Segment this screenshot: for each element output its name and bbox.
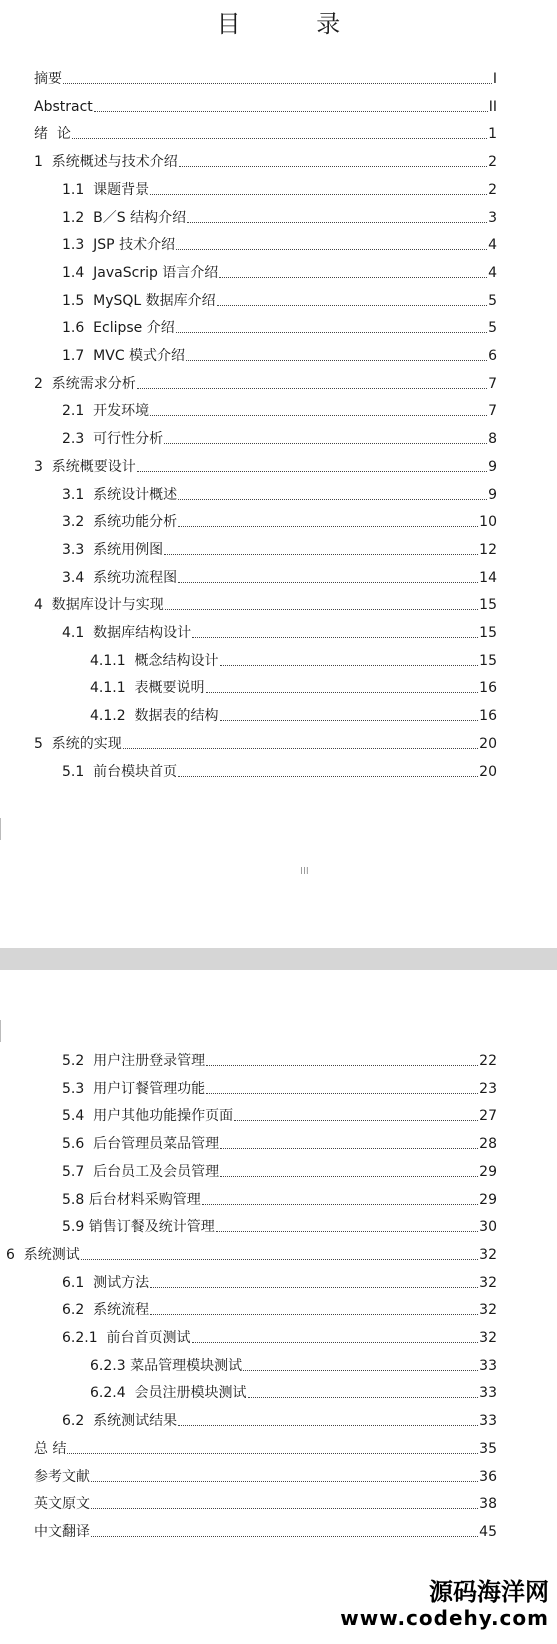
toc-entry-page: I (492, 71, 497, 87)
dot-leader (206, 1093, 478, 1094)
dot-leader (220, 665, 479, 666)
toc-entry[interactable] (62, 207, 497, 227)
dot-leader (150, 415, 487, 416)
toc-entry[interactable] (62, 1161, 497, 1181)
watermark-line-1: 源码海洋网 (429, 1578, 549, 1606)
toc-entry-label: 摘要 (34, 71, 62, 87)
dot-leader (81, 1259, 478, 1260)
toc-entry-label: 6.2.4 会员注册模块测试 (90, 1385, 247, 1402)
toc-entry[interactable] (34, 1521, 497, 1541)
dot-leader (72, 138, 487, 139)
toc-entry-label: 5.8 后台材料采购管理 (62, 1191, 201, 1208)
toc-entry[interactable] (90, 1382, 497, 1402)
toc-entry-label: 1.4 JavaScrip 语言介绍 (62, 264, 219, 281)
dot-leader (150, 1314, 478, 1315)
toc-entry[interactable] (62, 761, 497, 781)
toc-entry[interactable] (62, 1327, 497, 1347)
toc-entry-label: 2.1 开发环境 (62, 403, 150, 420)
toc-entry-page: 15 (479, 597, 497, 614)
toc-entry[interactable] (62, 428, 497, 448)
dot-leader (219, 277, 487, 278)
toc-entry-page: 4 (488, 237, 497, 254)
dot-leader (176, 332, 487, 333)
toc-entry[interactable] (34, 1466, 497, 1486)
toc-entry-page: 35 (479, 1440, 497, 1457)
toc-entry-page: 36 (479, 1468, 497, 1485)
toc-entry-page: 32 (479, 1246, 497, 1263)
dot-leader (123, 748, 478, 749)
toc-entry[interactable] (90, 1355, 497, 1375)
dot-leader (186, 360, 487, 361)
toc-entry[interactable] (90, 650, 497, 670)
toc-entry-page: 4 (488, 264, 497, 281)
dot-leader (243, 1370, 478, 1371)
toc-entry-page: 45 (479, 1523, 497, 1540)
dot-leader (220, 720, 479, 721)
toc-entry-page: 7 (488, 403, 497, 420)
toc-entry-page: 14 (479, 569, 497, 586)
toc-entry-page: 3 (488, 209, 497, 226)
toc-entry-label: 1.3 JSP 技术介绍 (62, 237, 176, 254)
toc-entry[interactable] (62, 1078, 497, 1098)
dot-leader (192, 637, 478, 638)
watermark (340, 1578, 549, 1630)
dot-leader (234, 1120, 478, 1121)
toc-entry[interactable] (62, 1410, 497, 1430)
toc-entry-page: II (488, 98, 497, 115)
toc-entry[interactable] (62, 1216, 497, 1236)
toc-title: 目 录 (216, 10, 375, 38)
toc-entry-label: 2.3 可行性分析 (62, 431, 164, 448)
dot-leader (178, 1425, 478, 1426)
toc-entry-page: 33 (479, 1413, 497, 1430)
dot-leader (187, 222, 487, 223)
toc-entry-page: 2 (488, 154, 497, 171)
toc-entry-label: 3.3 系统用例图 (62, 541, 164, 558)
dot-leader (206, 692, 479, 693)
toc-entry[interactable] (62, 1299, 497, 1319)
dot-leader (220, 1176, 478, 1177)
toc-entry-label: 6.2.3 菜品管理模块测试 (90, 1357, 243, 1374)
toc-entry[interactable] (62, 400, 497, 420)
toc-entry[interactable] (62, 1189, 497, 1209)
dot-leader (178, 499, 487, 500)
toc-entry-label: Abstract (34, 98, 93, 115)
toc-entry-label: 6.2 系统测试结果 (62, 1413, 178, 1430)
toc-entry-page: 9 (488, 486, 497, 503)
toc-entry-label: 绪 论 (34, 126, 71, 143)
toc-entry-label: 1.2 B／S 结构介绍 (62, 209, 187, 226)
toc-entry-label: 4.1.2 数据表的结构 (90, 708, 219, 725)
toc-entry-label: 英文原文 (34, 1496, 90, 1513)
dot-leader (67, 1453, 478, 1454)
toc-entry-page: 16 (479, 680, 497, 697)
toc-entry-label: 5.2 用户注册登录管理 (62, 1053, 206, 1069)
toc-entry-page: 7 (488, 375, 497, 392)
toc-entry[interactable] (62, 290, 497, 310)
margin-marker (0, 818, 3, 840)
toc-entry-page: 1 (488, 126, 497, 143)
toc-entry-label: 3 系统概要设计 (34, 458, 136, 475)
dot-leader (202, 1204, 478, 1205)
toc-entry-label: 1.7 MVC 模式介绍 (62, 348, 186, 364)
toc-entry-page: 29 (479, 1191, 497, 1208)
dot-leader (178, 776, 478, 777)
toc-entry-label: 1 系统概述与技术介绍 (34, 154, 178, 171)
toc-entry-label: 3.1 系统设计概述 (62, 486, 178, 503)
toc-entry-page: 12 (479, 541, 497, 558)
dot-leader (217, 305, 487, 306)
dot-leader (63, 83, 492, 84)
dot-leader (192, 1342, 479, 1343)
toc-entry[interactable] (34, 733, 497, 753)
toc-entry[interactable] (62, 511, 497, 531)
toc-entry[interactable] (62, 262, 497, 282)
toc-entry-page: 16 (479, 708, 497, 725)
toc-entry-page: 6 (488, 348, 497, 364)
toc-entry-label: 总 结 (34, 1440, 67, 1457)
toc-entry-label: 4.1.1 概念结构设计 (90, 652, 219, 669)
toc-entry[interactable] (90, 705, 497, 725)
toc-entry-label: 3.2 系统功能分析 (62, 514, 178, 531)
toc-entry-label: 1.6 Eclipse 介绍 (62, 320, 175, 337)
dot-leader (91, 1536, 478, 1537)
toc-entry-page: 15 (479, 625, 497, 641)
toc-entry[interactable] (62, 539, 497, 559)
toc-entry-page: 20 (479, 735, 497, 752)
toc-entry-page: 15 (479, 652, 497, 669)
toc-entry-page: 30 (479, 1219, 497, 1236)
margin-marker (0, 1020, 3, 1042)
toc-entry-page: 23 (479, 1080, 497, 1097)
dot-leader (94, 111, 488, 112)
page-gap (0, 948, 557, 970)
toc-entry[interactable] (34, 68, 497, 88)
toc-entry-label: 4 数据库设计与实现 (34, 597, 164, 614)
toc-entry[interactable] (62, 1133, 497, 1153)
dot-leader (206, 1065, 478, 1066)
toc-entry-page: 32 (479, 1302, 497, 1319)
dot-leader (178, 526, 478, 527)
toc-entry-label: 6.2 系统流程 (62, 1302, 150, 1319)
toc-entry-label: 6.2.1 前台首页测试 (62, 1330, 191, 1346)
toc-entry-label: 5.3 用户订餐管理功能 (62, 1080, 206, 1097)
toc-entry[interactable] (62, 317, 497, 337)
toc-entry[interactable] (90, 677, 497, 697)
toc-entry[interactable] (62, 484, 497, 504)
dot-leader (91, 1508, 478, 1509)
toc-entry[interactable] (34, 1438, 497, 1458)
toc-entry[interactable] (34, 373, 497, 393)
toc-entry-label: 6.1 测试方法 (62, 1274, 150, 1291)
toc-entry-page: 10 (479, 514, 497, 531)
toc-entry-page: 33 (479, 1385, 497, 1402)
toc-entry-page: 29 (479, 1163, 497, 1180)
toc-entry-label: 4.1 数据库结构设计 (62, 625, 192, 641)
toc-entry-label: 5.9 销售订餐及统计管理 (62, 1219, 215, 1236)
toc-entry[interactable] (62, 234, 497, 254)
toc-entry-page: 8 (488, 431, 497, 448)
toc-entry[interactable] (6, 1244, 497, 1264)
toc-entry[interactable] (34, 96, 497, 116)
dot-leader (150, 194, 487, 195)
toc-entry[interactable] (62, 1272, 497, 1292)
dot-leader (165, 609, 478, 610)
toc-entry-page: 27 (479, 1108, 497, 1125)
toc-entry-label: 6 系统测试 (6, 1246, 80, 1263)
toc-entry-label: 2 系统需求分析 (34, 375, 136, 392)
toc-entry-label: 5.7 后台员工及会员管理 (62, 1163, 220, 1180)
toc-entry[interactable] (34, 123, 497, 143)
dot-leader (164, 443, 487, 444)
toc-entry-label: 3.4 系统功流程图 (62, 569, 178, 586)
toc-entry[interactable] (62, 1050, 497, 1070)
dot-leader (164, 554, 478, 555)
toc-entry-page: 5 (488, 292, 497, 309)
page-center-marker: III (300, 866, 309, 877)
toc-entry-page: 32 (479, 1330, 497, 1346)
toc-entry-page: 5 (488, 320, 497, 337)
toc-entry[interactable] (62, 345, 497, 365)
toc-entry-page: 28 (479, 1136, 497, 1153)
dot-leader (220, 1148, 478, 1149)
toc-entry-label: 5 系统的实现 (34, 735, 122, 752)
toc-entry-page: 38 (479, 1496, 497, 1513)
toc-entry[interactable] (34, 151, 497, 171)
toc-entry-page: 2 (488, 181, 497, 198)
dot-leader (91, 1481, 478, 1482)
toc-entry-page: 20 (479, 763, 497, 780)
toc-entry-label: 中文翻译 (34, 1523, 90, 1540)
dot-leader (150, 1287, 478, 1288)
toc-entry-label: 5.4 用户其他功能操作页面 (62, 1108, 234, 1125)
dot-leader (176, 249, 487, 250)
toc-entry[interactable] (62, 179, 497, 199)
toc-entry[interactable] (62, 1105, 497, 1125)
toc-entry[interactable] (34, 456, 497, 476)
toc-entry-label: 5.1 前台模块首页 (62, 763, 178, 780)
toc-entry-label: 参考文献 (34, 1468, 90, 1485)
dot-leader (216, 1231, 478, 1232)
dot-leader (178, 582, 478, 583)
dot-leader (137, 388, 487, 389)
toc-entry-page: 22 (479, 1053, 497, 1069)
toc-entry-page: 33 (479, 1357, 497, 1374)
toc-entry[interactable] (34, 1493, 497, 1513)
document-page-2 (0, 970, 557, 1644)
toc-entry-page: 32 (479, 1274, 497, 1291)
toc-entry[interactable] (34, 594, 497, 614)
toc-entry-page: 9 (488, 458, 497, 475)
watermark-line-2: www.codehy.com (340, 1606, 549, 1630)
toc-entry[interactable] (62, 622, 497, 642)
toc-entry[interactable] (62, 567, 497, 587)
dot-leader (179, 166, 487, 167)
toc-entry-label: 1.1 课题背景 (62, 181, 150, 198)
dot-leader (248, 1397, 479, 1398)
toc-entry-label: 4.1.1 表概要说明 (90, 680, 205, 697)
toc-entry-label: 5.6 后台管理员菜品管理 (62, 1136, 220, 1153)
dot-leader (137, 471, 487, 472)
toc-entry-label: 1.5 MySQL 数据库介绍 (62, 292, 216, 309)
